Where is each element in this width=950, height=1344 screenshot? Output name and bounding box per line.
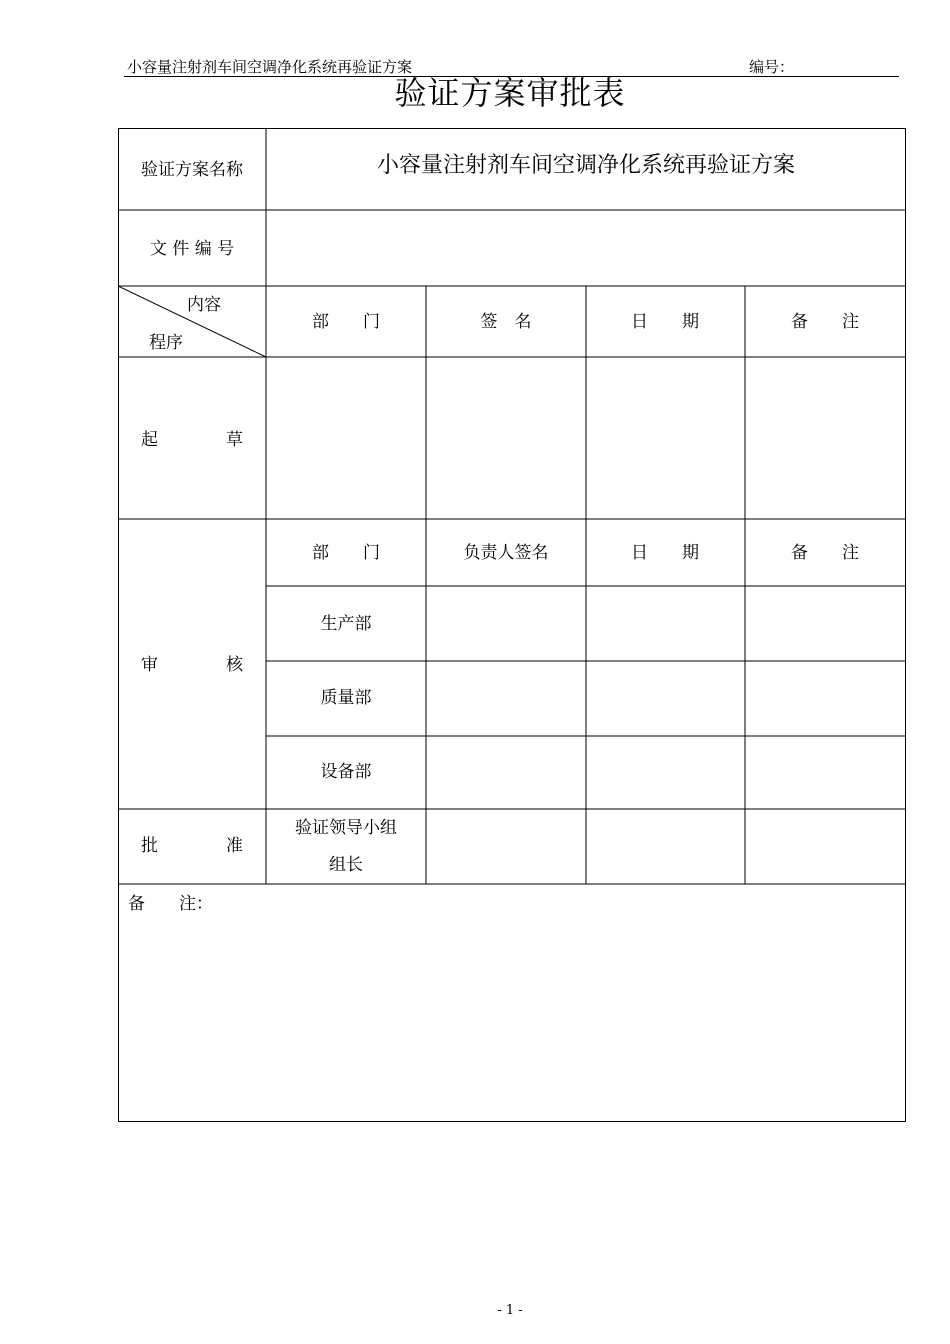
- diagonal-header-procedure: 程序: [149, 333, 183, 353]
- diagonal-header-content: 内容: [187, 295, 221, 315]
- approve-row-label: 批 准: [141, 836, 243, 856]
- table-border: [119, 129, 906, 1122]
- table-grid: [118, 128, 906, 1122]
- approve-dept-line2: 组长: [329, 855, 363, 875]
- review-dept-quality: 质量部: [320, 688, 372, 708]
- review-column-remarks: 备 注: [791, 543, 859, 563]
- review-row-label: 审 核: [141, 655, 243, 675]
- plan-name-label: 验证方案名称: [141, 160, 243, 180]
- header-number-label: 编号：: [749, 58, 795, 76]
- review-column-department: 部 门: [312, 543, 380, 563]
- review-column-date: 日 期: [631, 543, 699, 563]
- review-dept-production: 生产部: [320, 614, 372, 634]
- review-column-signer: 负责人签名: [463, 543, 549, 563]
- column-header-department: 部 门: [312, 312, 380, 332]
- page-number: - 1 -: [497, 1303, 523, 1318]
- column-header-date: 日 期: [631, 312, 699, 332]
- column-header-remarks: 备 注: [791, 312, 859, 332]
- draft-row-label: 起 草: [141, 430, 243, 450]
- review-dept-equipment: 设备部: [320, 762, 372, 782]
- approve-dept-line1: 验证领导小组: [295, 818, 397, 838]
- column-header-signature: 签 名: [480, 312, 532, 332]
- approval-form-table: [118, 128, 908, 1124]
- plan-name-value: 小容量注射剂车间空调净化系统再验证方案: [376, 153, 796, 178]
- page-title: 验证方案审批表: [394, 74, 626, 112]
- header-document-title: 小容量注射剂车间空调净化系统再验证方案: [127, 58, 413, 76]
- remarks-label: 备 注：: [128, 894, 213, 914]
- file-number-label: 文 件 编 号: [149, 239, 235, 259]
